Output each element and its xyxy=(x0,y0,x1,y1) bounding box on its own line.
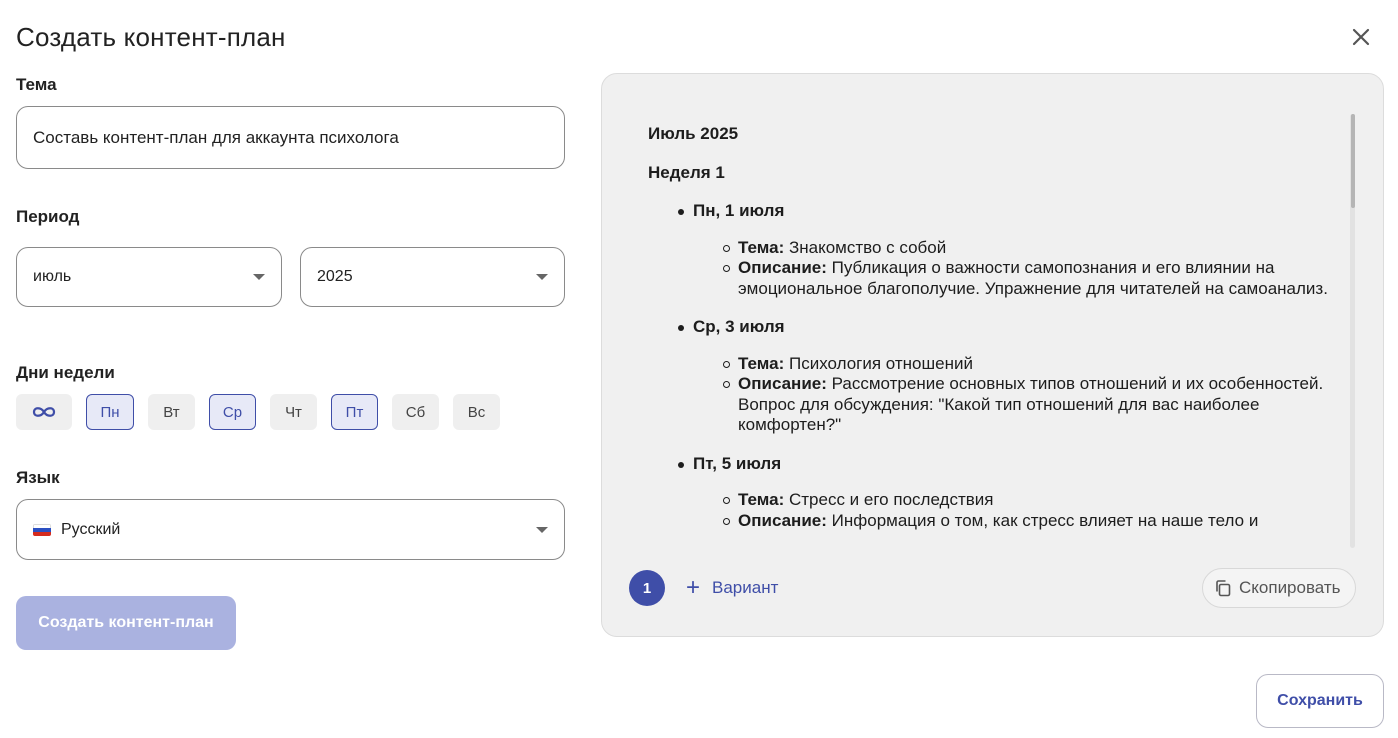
bullet xyxy=(723,245,730,252)
topic-value: Стресс и его последствия xyxy=(788,490,994,509)
topic-value: Психология отношений xyxy=(788,353,973,373)
bullet xyxy=(723,265,730,272)
plan-topic-item xyxy=(648,354,1338,375)
description-key: Описание: xyxy=(738,510,827,530)
plan-day-title: Пн, 1 июля xyxy=(693,201,785,220)
plan-day-entry xyxy=(648,317,1338,338)
topic-key: Тема: xyxy=(738,490,785,509)
close-icon[interactable] xyxy=(1348,24,1374,50)
description-value: Рассмотрение основных типов отношений и их особенностей. Вопрос для обсуждения: "Какой тип отношений для вас наиболее комфортен?" xyxy=(738,374,1324,434)
bullet xyxy=(723,381,730,388)
description-value: Информация о том, как стресс влияет на наше тело и xyxy=(831,510,1259,530)
plan-day-title: Пт, 5 июля xyxy=(693,453,782,473)
month-select[interactable] xyxy=(16,247,282,307)
dropdown-arrow-icon xyxy=(536,527,548,533)
language-select-value: Русский xyxy=(61,520,121,538)
scrollbar-thumb[interactable] xyxy=(1351,114,1355,208)
plus-icon: + xyxy=(686,574,701,601)
day-toggle-thu[interactable]: Чт xyxy=(270,394,317,430)
topic-value: Знакомство с собой xyxy=(788,237,947,257)
month-heading: Июль 2025 xyxy=(648,124,739,143)
create-plan-button[interactable]: Создать контент-план xyxy=(16,596,236,650)
day-toggle-fri[interactable]: Пт xyxy=(331,394,378,430)
weekday-selector xyxy=(16,394,514,430)
bullet xyxy=(723,518,730,525)
plan-day-title: Ср, 3 июля xyxy=(693,317,785,336)
dropdown-arrow-icon xyxy=(253,274,265,280)
bullet xyxy=(723,497,730,504)
bullet xyxy=(678,325,684,331)
add-variant-button[interactable] xyxy=(686,574,778,602)
day-toggle-wed[interactable]: Ср xyxy=(209,394,256,430)
all-days-toggle[interactable] xyxy=(16,394,72,430)
dialog-title: Создать контент-план xyxy=(16,22,286,52)
language-select[interactable] xyxy=(16,499,565,560)
bullet xyxy=(678,462,684,468)
plan-topic-item xyxy=(648,490,1338,511)
topic-key: Тема: xyxy=(738,237,785,257)
year-select-value: 2025 xyxy=(317,268,353,285)
plan-description-item xyxy=(648,374,1338,436)
plan-content xyxy=(648,124,1338,550)
variant-number-badge[interactable]: 1 xyxy=(629,570,665,606)
plan-day-entry xyxy=(648,454,1338,475)
plan-topic-item xyxy=(648,238,1338,259)
plan-description-item xyxy=(648,511,1338,532)
topic-key: Тема: xyxy=(738,353,785,373)
week-heading: Неделя 1 xyxy=(648,162,725,182)
plan-day-entry xyxy=(648,201,1338,222)
day-toggle-sat[interactable]: Сб xyxy=(392,394,439,430)
topic-input-value: Составь контент-план для аккаунта психолога xyxy=(33,127,399,147)
day-toggle-mon[interactable]: Пн xyxy=(86,394,134,430)
add-variant-label: Вариант xyxy=(712,578,779,597)
day-toggle-sun[interactable]: Вс xyxy=(453,394,500,430)
language-label: Язык xyxy=(16,468,60,487)
day-toggle-tue[interactable]: Вт xyxy=(148,394,195,430)
bullet xyxy=(678,209,684,215)
description-key: Описание: xyxy=(738,374,827,393)
topic-label: Тема xyxy=(16,75,57,94)
topic-input[interactable] xyxy=(16,106,565,169)
plan-description-item xyxy=(648,258,1338,299)
weekdays-label: Дни недели xyxy=(16,363,115,382)
copy-button[interactable] xyxy=(1202,568,1356,608)
copy-label: Скопировать xyxy=(1239,578,1341,597)
period-label: Период xyxy=(16,207,80,226)
copy-icon xyxy=(1213,578,1233,598)
save-button[interactable]: Сохранить xyxy=(1256,674,1384,728)
bullet xyxy=(723,361,730,368)
russia-flag-icon xyxy=(33,524,51,536)
result-panel xyxy=(601,73,1384,637)
dropdown-arrow-icon xyxy=(536,274,548,280)
month-select-value: июль xyxy=(33,268,72,285)
year-select[interactable] xyxy=(300,247,565,307)
description-value: Публикация о важности самопознания и его влиянии на эмоциональное благополучие. Упражнение для читателей на самоанализ. xyxy=(738,258,1328,298)
infinity-icon xyxy=(31,405,57,419)
description-key: Описание: xyxy=(738,258,827,277)
